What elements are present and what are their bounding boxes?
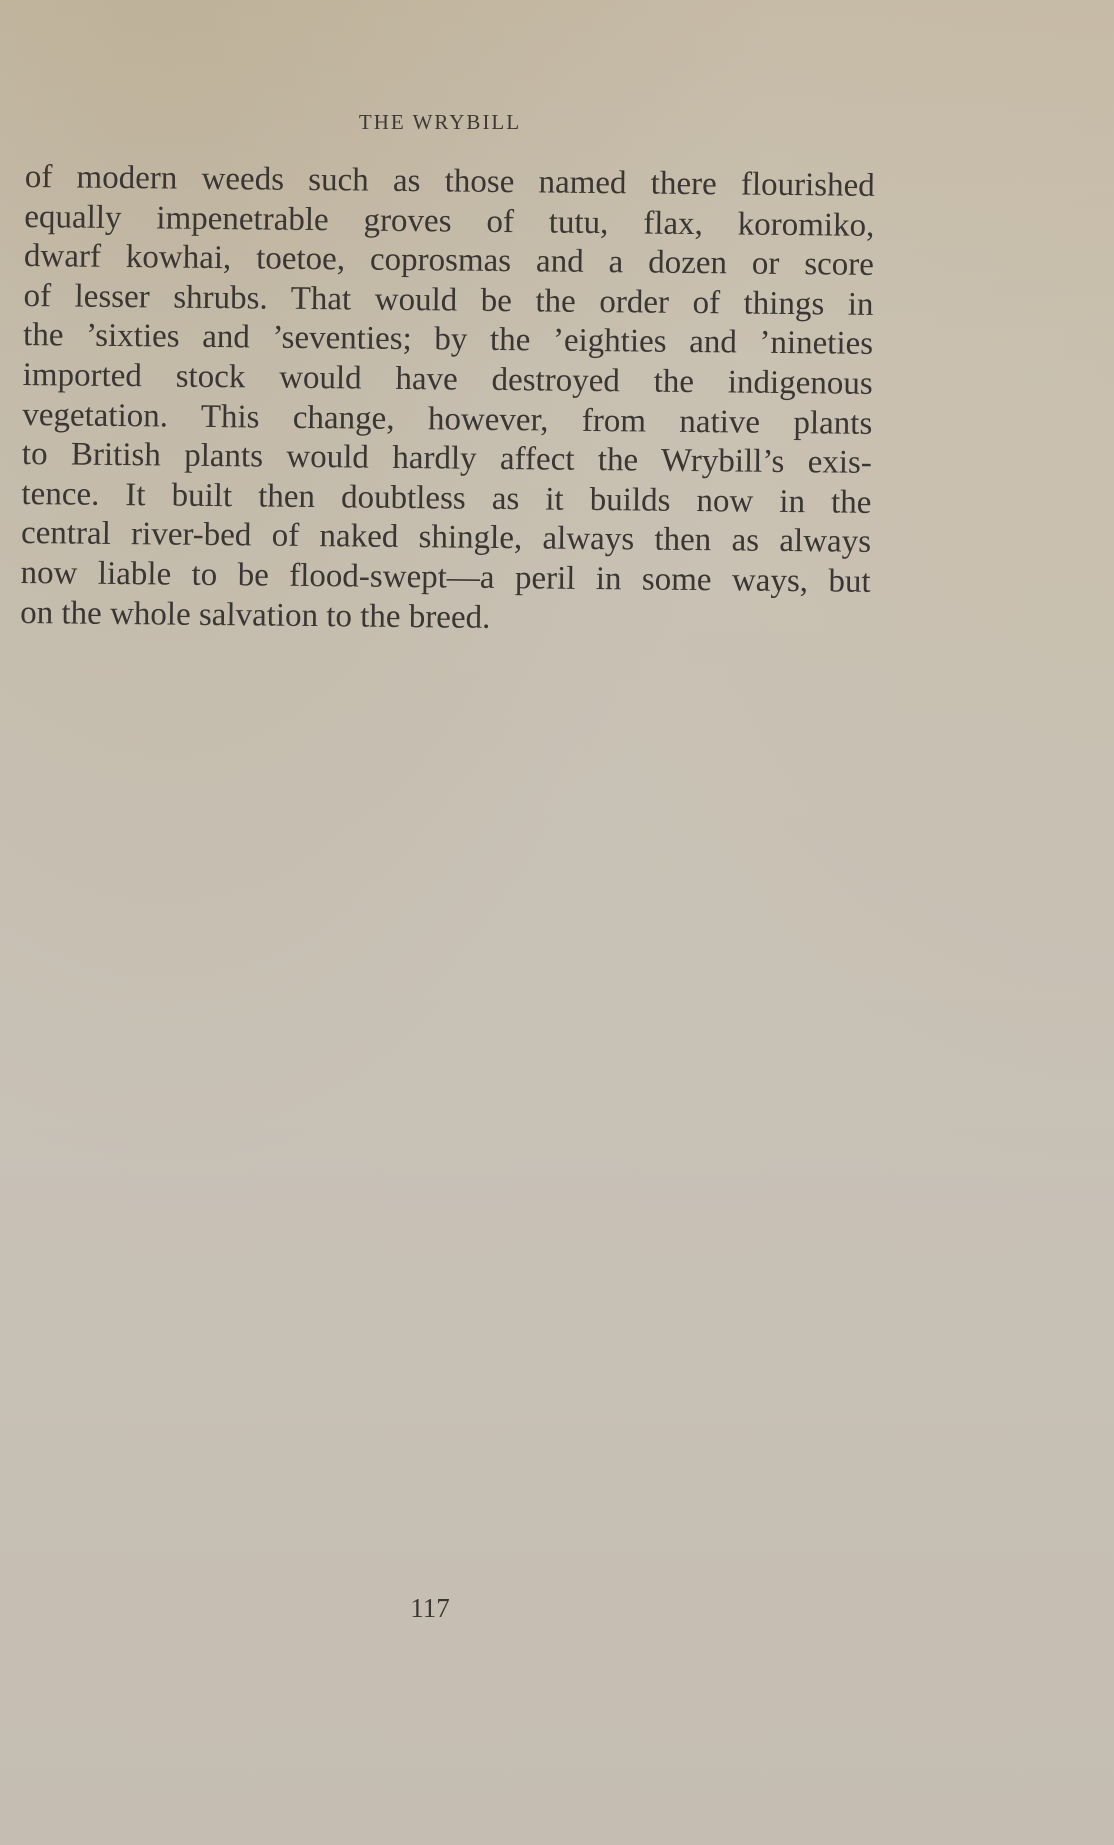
text-line: vegetation. This change, however, from native plants	[22, 396, 873, 442]
text-line: equally impenetrable groves of tutu, flax, koromiko,	[24, 198, 875, 244]
running-head: THE WRYBILL	[358, 110, 522, 134]
text-line: tence. It built then doubtless as it builds now in the	[21, 475, 872, 521]
body-paragraph	[20, 158, 875, 642]
text-line: to British plants would hardly affect the Wrybill’s exis-	[21, 436, 873, 482]
text-line: imported stock would have destroyed the indigenous	[22, 356, 873, 402]
text-line: central river-bed of naked shingle, always then as always	[20, 515, 872, 561]
text-line: of lesser shrubs. That would be the order of things in	[23, 277, 874, 323]
page-number: 117	[410, 1593, 450, 1623]
text-line: dwarf kowhai, toetoe, coprosmas and a dozen or score	[23, 238, 875, 284]
text-line: on the whole salvation to the breed.	[20, 594, 491, 636]
text-line: the ’sixties and ’seventies; by the ’eighties and ’nineties	[22, 317, 874, 363]
text-line: of modern weeds such as those named there flourished	[24, 158, 875, 204]
text-line: now liable to be flood-swept—a peril in some ways, but	[20, 554, 871, 600]
